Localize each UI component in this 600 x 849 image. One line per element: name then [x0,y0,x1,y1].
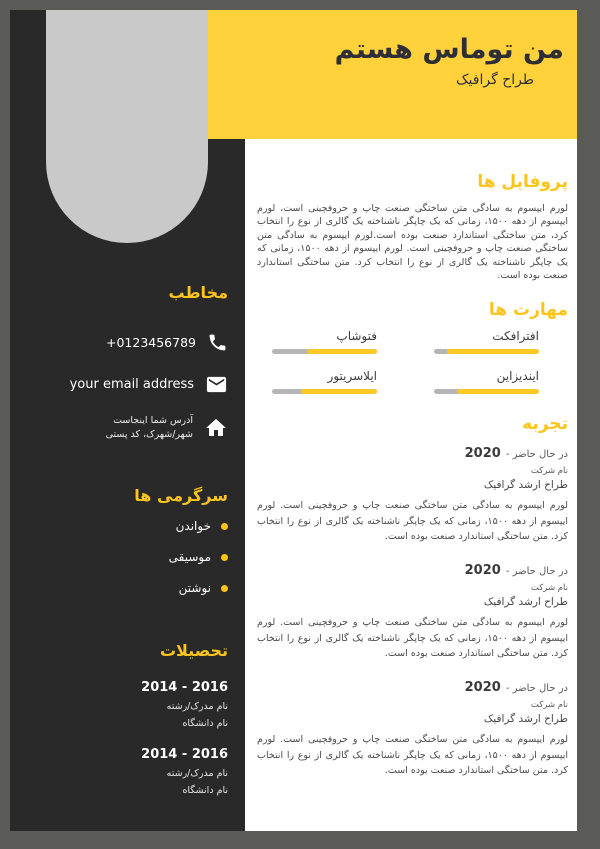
skill-item [434,329,539,354]
experience-period: در حال حاضر - [505,566,568,578]
experience-text: لورم ایپسوم به سادگی متن ساختگی صنعت چاپ و حروفچینی است. لورم ایپسوم از دهه ۱۵۰۰، زمانی که یک چاپگر ناشناخته یک گالری از نوع را انتخاب کرد. متن ساختگی استاندارد صنعت بوده است. [257,734,568,776]
email-icon [205,373,228,396]
bullet-icon [221,523,228,530]
skill-item [272,369,377,394]
phone-icon [207,332,228,353]
hobby-item [30,581,228,595]
skill-bar-fill [301,389,377,394]
experience-role: طراح ارشد گرافیک [483,713,568,726]
hobbies-heading: سرگرمی ها [134,486,228,505]
skill-bar-fill [447,349,539,354]
experience-text: لورم ایپسوم به سادگی متن ساختگی صنعت چاپ و حروفچینی است. لورم ایپسوم از دهه ۱۵۰۰، زمانی که یک چاپگر ناشناخته یک گالری از نوع را انتخاب کرد. متن ساختگی استاندارد صنعت بوده است. [257,500,568,543]
education-entry [30,747,228,796]
contact-address-row [30,414,228,442]
contact-email-row[interactable] [30,373,228,396]
education-heading: تحصیلات [159,641,228,660]
skill-item [434,369,539,394]
experience-year: 2020 [464,563,501,579]
skill-item [272,329,377,354]
address-line-2: شهر/شهرک، کد پستی [105,429,193,440]
experience-entry [257,446,568,544]
experience-period: در حال حاضر - [505,449,568,461]
skill-bar-fill [457,389,539,394]
hobby-label: نوشتن [178,581,211,595]
phone-number: +0123456789 [105,335,196,350]
skill-label: ایلاسریتور [327,369,377,384]
education-degree: نام مدرک/رشته [166,701,228,712]
skills-heading: مهارت ها [488,300,568,321]
profile-text: لورم ایپسوم به سادگی متن ساختگی صنعت چاپ و حروفچینی است، لورم ایپسوم از دهه ۱۵۰۰، زمانی که یک چاپگر ناشناخته یک گالری از نوع را انتخاب کرد، متن ساختگی استاندارد صنعت بوده است.لورم ایپسوم به سادگی متن ساختگی صنعت چاپ و حروفچینی است. لورم ایپسوم از دهه ۱۵۰۰، زمانی که یک چاپگر ناشناخته یک گالری از نوع را انتخاب کرد. متن ساختگی استاندارد صنعت بوده است. [257,203,568,282]
contact-phone-row[interactable] [30,332,228,353]
home-icon [204,416,228,440]
email-address: your email address [69,377,194,392]
profile-heading: پروفایل ها [477,172,568,192]
address-line-1: آدرس شما اینجاست [113,415,193,426]
address-text [106,414,193,442]
bullet-icon [221,554,228,561]
experience-entry [257,563,568,661]
skill-bar-track [272,349,377,354]
person-job-title: طراح گرافیک [456,72,534,89]
skill-bar-fill [307,349,377,354]
skill-bar-track [434,349,539,354]
hobby-label: خواندن [175,519,211,533]
education-school: نام دانشگاه [182,785,228,796]
skills-grid [272,329,539,394]
person-name: من توماس هستم [334,34,564,65]
education-school: نام دانشگاه [182,718,228,729]
experience-entry [257,680,568,778]
experience-year: 2020 [464,446,501,462]
experience-role: طراح ارشد گرافیک [483,479,568,492]
skill-label: فتوشاپ [336,329,377,344]
experience-year: 2020 [464,680,501,696]
skill-label: ایندیزاین [496,369,539,384]
education-years: 2016 - 2014 [141,747,228,762]
experience-heading: تجربه [522,414,568,435]
skill-label: افترافکت [492,329,539,344]
experience-company: نام شرکت [530,466,568,477]
hobby-item [30,550,228,564]
experience-date [257,446,568,461]
education-entry [30,680,228,729]
experience-role: طراح ارشد گرافیک [483,596,568,609]
bullet-icon [221,585,228,592]
experience-date [257,563,568,578]
contact-heading: مخاطب [168,283,228,302]
experience-company: نام شرکت [530,583,568,594]
hobby-label: موسیقی [168,550,211,564]
profile-photo-placeholder [46,10,208,243]
experience-date [257,680,568,695]
experience-company: نام شرکت [530,700,568,711]
education-years: 2016 - 2014 [141,680,228,695]
experience-text: لورم ایپسوم به سادگی متن ساختگی صنعت چاپ و حروفچینی است. لورم ایپسوم از دهه ۱۵۰۰، زمانی که یک چاپگر ناشناخته یک گالری از نوع را انتخاب کرد. متن ساختگی استاندارد صنعت بوده است. [257,617,568,659]
hobby-item [30,519,228,533]
skill-bar-track [434,389,539,394]
name-header [208,10,577,139]
education-degree: نام مدرک/رشته [166,768,228,779]
experience-period: در حال حاضر - [505,683,568,695]
skill-bar-track [272,389,377,394]
